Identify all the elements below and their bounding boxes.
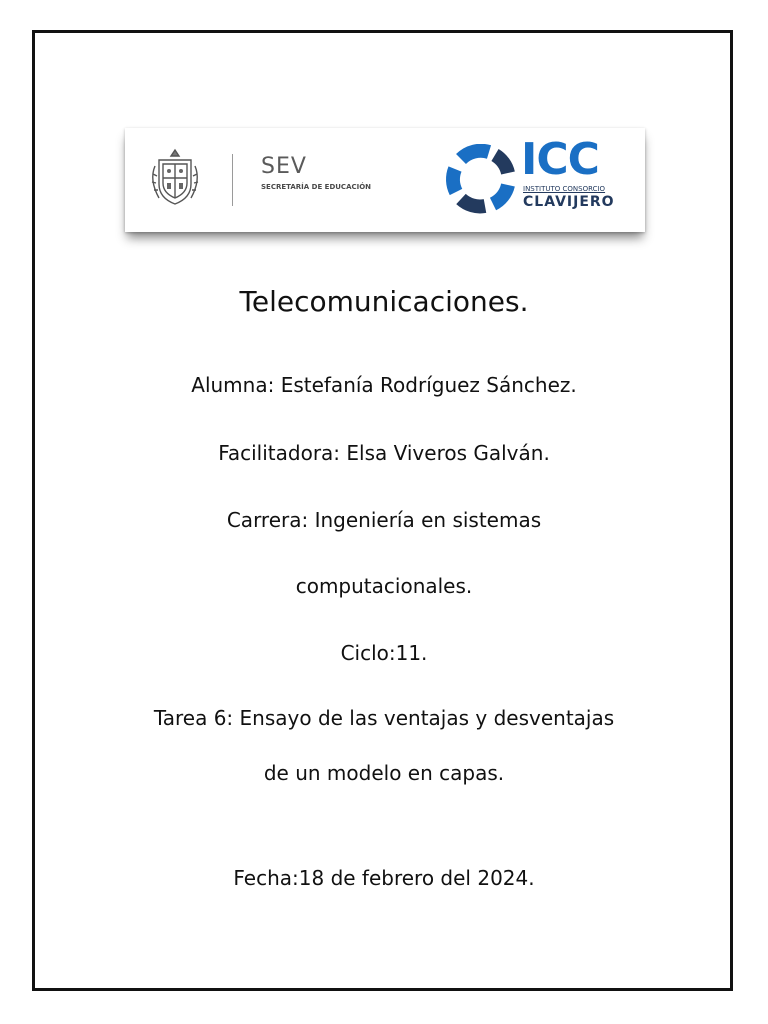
sev-logo-subtitle: SECRETARÍA DE EDUCACIÓN: [261, 183, 372, 191]
document-title: Telecomunicaciones.: [239, 285, 529, 318]
institution-logo-banner: [125, 128, 645, 232]
icc-logo-institute: INSTITUTO CONSORCIO: [523, 185, 606, 193]
career-line-1: Carrera: Ingeniería en sistemas: [226, 508, 542, 532]
date-label: Fecha:18 de febrero del 2024.: [233, 866, 535, 890]
veracruz-crest-icon: [145, 146, 205, 208]
career-line-2: computacionales.: [295, 574, 473, 598]
cycle-label: Ciclo:11.: [340, 641, 428, 665]
icc-logo-title: ICC: [521, 134, 599, 185]
task-line-2: de un modelo en capas.: [263, 761, 505, 785]
sev-logo-title: SEV: [261, 154, 307, 179]
facilitator-name: Facilitadora: Elsa Viveros Galván.: [218, 441, 550, 465]
task-line-1: Tarea 6: Ensayo de las ventajas y desventajas: [153, 706, 615, 730]
icc-ring-logo-icon: [443, 144, 519, 214]
logo-divider: [232, 154, 233, 206]
icc-logo-clavijero: CLAVIJERO: [523, 194, 615, 210]
student-name: Alumna: Estefanía Rodríguez Sánchez.: [191, 373, 577, 397]
